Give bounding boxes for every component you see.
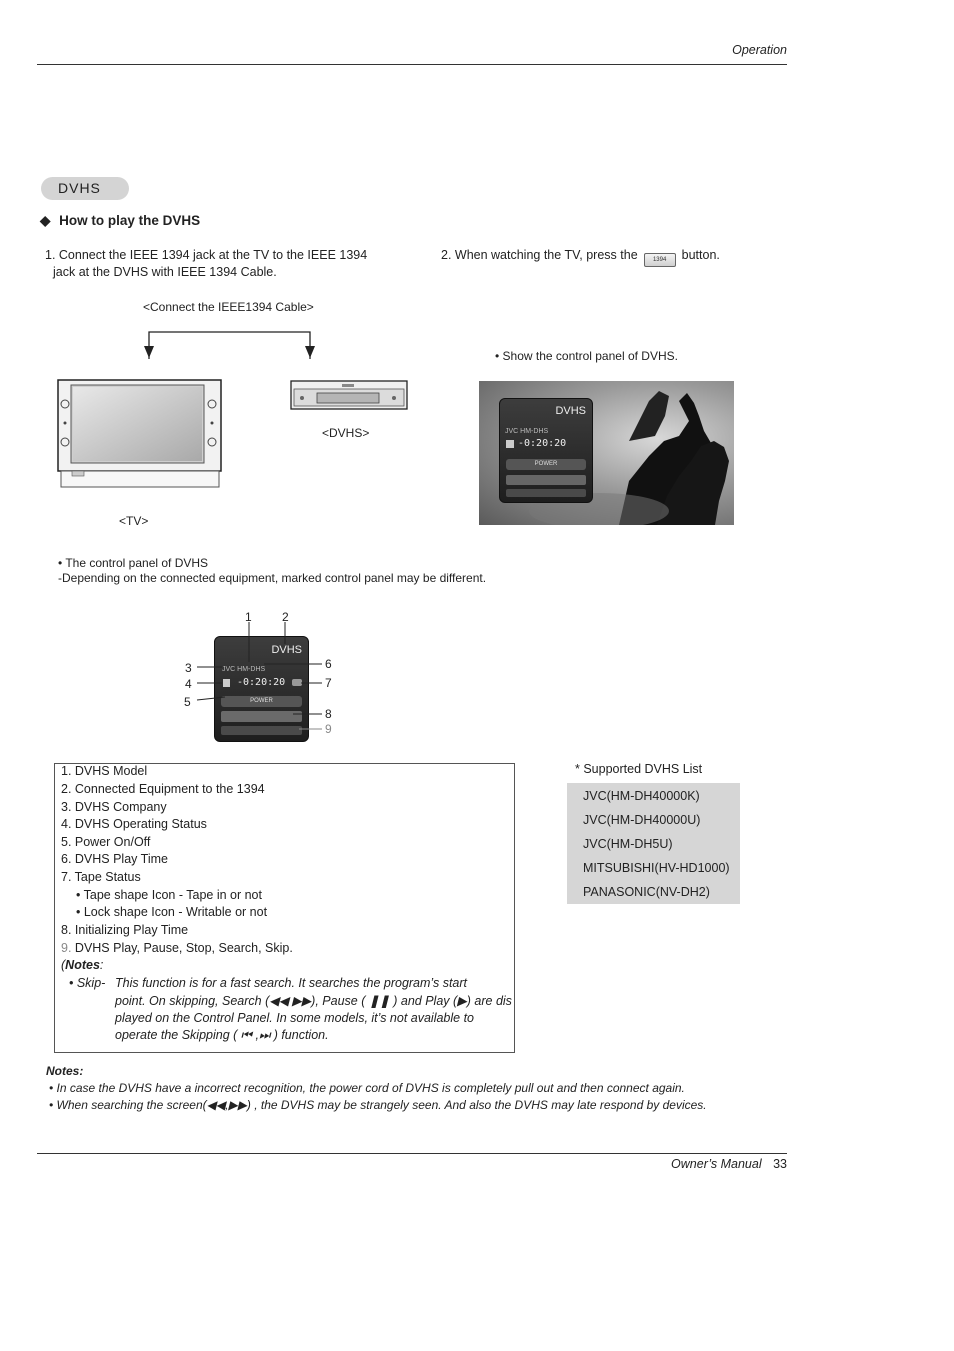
callout-9: 9 <box>325 722 332 736</box>
callout-panel-power: POWER <box>221 696 302 707</box>
notes-colon: : <box>99 958 104 972</box>
screen-panel-transport-row <box>506 475 586 485</box>
header-rule <box>37 64 787 65</box>
supported-list-title: * Supported DVHS List <box>575 762 703 776</box>
cable-caption: <Connect the IEEE1394 Cable> <box>143 300 314 314</box>
skip-line-1: This function is for a fast search. It searches the program’s start <box>115 976 468 990</box>
callout-1: 1 <box>245 610 252 624</box>
cable-arrows-icon <box>140 326 320 360</box>
diamond-bullet-icon: ◆ <box>40 213 51 228</box>
list-notes-heading <box>61 958 103 972</box>
notes-title: Notes: <box>46 1064 84 1078</box>
screen-panel-search-row <box>506 489 586 497</box>
step-2 <box>441 248 720 267</box>
step-2-suffix: button. <box>681 248 720 262</box>
tv-icon <box>57 379 223 489</box>
supported-model: JVC(HM-DH40000K) <box>583 789 700 803</box>
screen-panel-title: DVHS <box>555 405 586 417</box>
notes-paren: ( <box>61 958 66 972</box>
list-item: 1. DVHS Model <box>61 764 148 778</box>
footer-text: Owner’s Manual <box>671 1157 762 1171</box>
step-1-line-2: jack at the DVHS with IEEE 1394 Cable. <box>53 265 277 279</box>
callout-panel-title: DVHS <box>271 644 302 656</box>
list-item: • Tape shape Icon - Tape in or not <box>76 888 262 902</box>
list-item: 7. Tape Status <box>61 870 141 884</box>
list-item: 8. Initializing Play Time <box>61 923 189 937</box>
tv-screen-photo <box>479 381 734 525</box>
dvhs-caption: <DVHS> <box>322 426 370 440</box>
screen-panel-power: POWER <box>506 459 586 470</box>
callout-2: 2 <box>282 610 289 624</box>
list-item-9 <box>61 941 293 955</box>
list-item: 2. Connected Equipment to the 1394 <box>61 782 265 796</box>
notes-label: Notes <box>65 958 100 972</box>
callout-6: 6 <box>325 657 332 671</box>
callout-4: 4 <box>185 677 192 691</box>
footer-rule <box>37 1153 787 1154</box>
callout-8: 8 <box>325 707 332 721</box>
list-item-9-number: 9. <box>61 941 72 955</box>
skip-line-4: operate the Skipping ( ⏮ ,⏭ ) function. <box>115 1028 329 1042</box>
supported-model: JVC(HM-DH5U) <box>583 837 673 851</box>
tv-caption: <TV> <box>119 514 149 528</box>
screen-control-panel <box>499 398 593 503</box>
list-item: 5. Power On/Off <box>61 835 151 849</box>
howto-heading <box>40 213 200 229</box>
supported-list-box <box>567 783 740 904</box>
skip-line-3: played on the Control Panel. In some models, it’s not available to <box>115 1011 475 1025</box>
callout-7: 7 <box>325 676 332 690</box>
callout-5: 5 <box>184 695 191 709</box>
1394-key-icon: 1394 <box>644 253 676 267</box>
supported-model: JVC(HM-DH40000U) <box>583 813 701 827</box>
bottom-notes <box>46 1063 707 1114</box>
page-number: 33 <box>773 1157 787 1171</box>
screen-panel-time: -0:20:20 <box>518 438 567 449</box>
section-label: DVHS <box>41 177 129 200</box>
notes-line-1: • In case the DVHS have a incorrect recognition, the power cord of DVHS is completely pull out and then connect again. <box>49 1081 685 1095</box>
list-item: • Lock shape Icon - Writable or not <box>76 905 268 919</box>
notes-line-2: • When searching the screen(◀◀,▶▶) , the DVHS may be strangely seen. And also the DVHS may late respond by devices. <box>49 1098 707 1112</box>
supported-model: PANASONIC(NV-DH2) <box>583 885 710 899</box>
footer <box>671 1157 787 1171</box>
list-item: 6. DVHS Play Time <box>61 852 168 866</box>
howto-title: How to play the DVHS <box>59 213 201 228</box>
step-1-line-1: 1. Connect the IEEE 1394 jack at the TV to the IEEE 1394 <box>45 248 368 262</box>
callout-leader-lines <box>195 622 325 734</box>
callout-panel-model: JVC HM-DHS <box>222 666 266 673</box>
dvhs-deck-icon <box>290 380 408 412</box>
callout-panel-time: -0:20:20 <box>237 677 286 688</box>
callout-3: 3 <box>185 661 192 675</box>
skip-line-2: point. On skipping, Search (◀◀ ▶▶), Pause ( ❚❚ ) and Play (▶) are dis <box>115 994 512 1008</box>
panel-legend-box <box>54 763 515 1053</box>
step-1 <box>45 247 405 281</box>
screen-panel-status-icon <box>506 440 514 448</box>
skip-label: • Skip- <box>69 976 106 990</box>
list-item-9-text: DVHS Play, Pause, Stop, Search, Skip. <box>71 941 293 955</box>
screen-panel-model: JVC HM-DHS <box>505 428 549 435</box>
supported-model: MITSUBISHI(HV-HD1000) <box>583 861 730 875</box>
list-item: 3. DVHS Company <box>61 800 167 814</box>
header-section-title: Operation <box>732 43 787 57</box>
list-item: 4. DVHS Operating Status <box>61 817 207 831</box>
control-panel-note-2: -Depending on the connected equipment, marked control panel may be different. <box>58 571 487 585</box>
show-panel-text: • Show the control panel of DVHS. <box>495 349 678 363</box>
control-panel-note-1: • The control panel of DVHS <box>58 556 209 570</box>
step-2-prefix: 2. When watching the TV, press the <box>441 248 638 262</box>
